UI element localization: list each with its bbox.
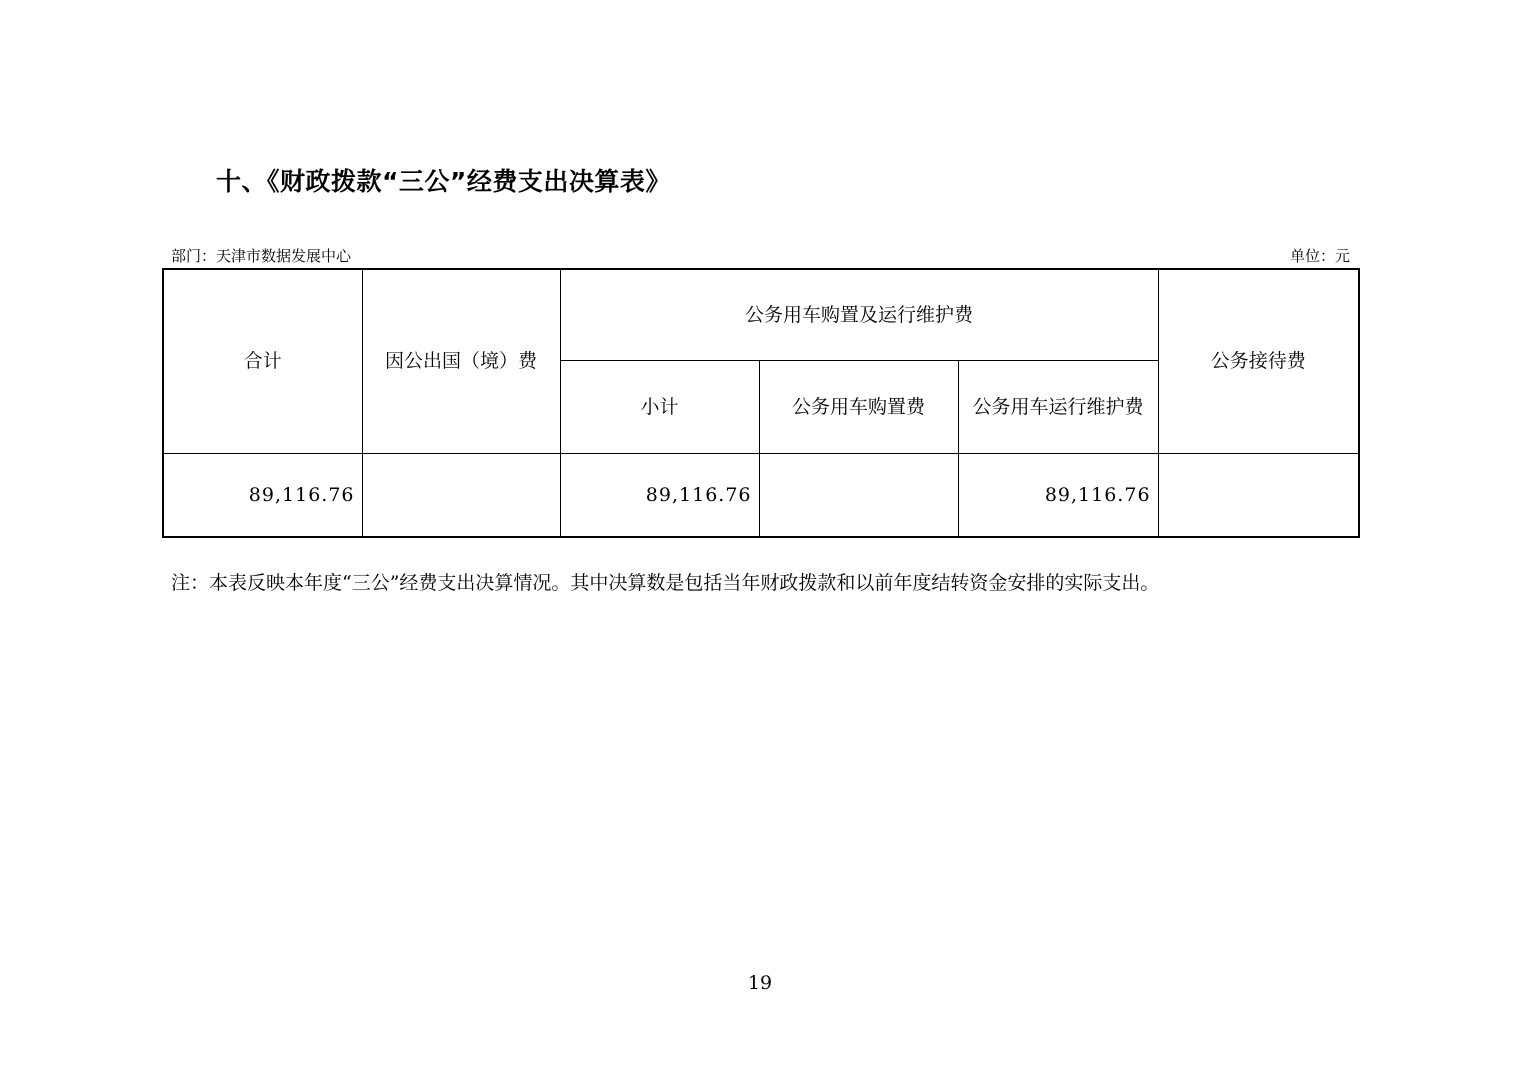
cell-vehicle-purchase (759, 453, 958, 537)
page-title: 十、《财政拨款“三公”经费支出决算表》 (216, 167, 671, 196)
cell-vehicle-operation: 89,116.76 (958, 453, 1158, 537)
department-label: 部门：天津市数据发展中心 (171, 247, 352, 265)
cell-subtotal: 89,116.76 (560, 453, 759, 537)
unit-label: 单位：元 (1289, 247, 1350, 265)
page-number: 19 (747, 972, 773, 994)
table-row (163, 453, 1359, 537)
cell-abroad (362, 453, 560, 537)
cell-total: 89,116.76 (163, 453, 362, 537)
header-vehicle-group: 公务用车购置及运行维护费 (560, 269, 1158, 360)
expense-table (162, 268, 1360, 538)
header-total: 合计 (163, 269, 362, 453)
header-vehicle-purchase: 公务用车购置费 (759, 360, 958, 453)
cell-reception (1158, 453, 1359, 537)
header-subtotal: 小计 (560, 360, 759, 453)
header-reception: 公务接待费 (1158, 269, 1359, 453)
header-abroad: 因公出国（境）费 (362, 269, 560, 453)
header-vehicle-operation: 公务用车运行维护费 (958, 360, 1158, 453)
header-row-1 (163, 269, 1359, 360)
table-note: 注：本表反映本年度“三公”经费支出决算情况。其中决算数是包括当年财政拨款和以前年度结转资金安排的实际支出。 (171, 572, 1160, 594)
